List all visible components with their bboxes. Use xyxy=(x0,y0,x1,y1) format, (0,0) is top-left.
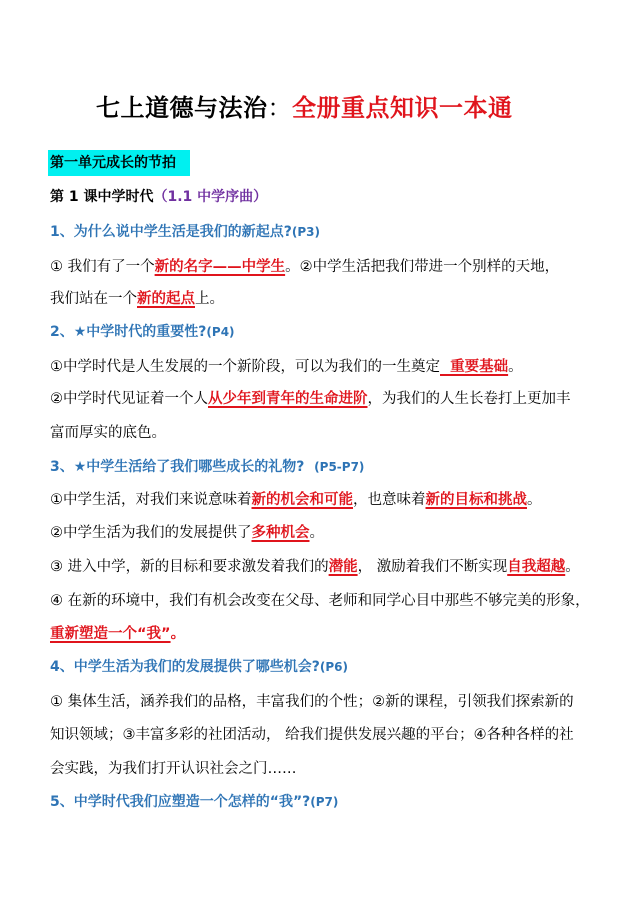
page-ref: (P5-P7) xyxy=(314,460,365,474)
text-run: ① 集体生活，涵养我们的品格，丰富我们的个性；②新的课程，引领我们探索新的 xyxy=(50,694,574,710)
text-run: ③ 进入中学，新的目标和要求激发着我们的 xyxy=(50,559,329,575)
lesson-heading xyxy=(50,186,267,206)
key-point: 重要基础 xyxy=(440,359,509,375)
question-5 xyxy=(50,791,338,811)
lesson-sub: （1.1 中学序曲） xyxy=(153,189,268,205)
text-run: 。 xyxy=(508,359,523,375)
answer-line xyxy=(50,421,596,442)
title-prefix: 七上道德与法治 xyxy=(96,94,268,122)
question-label: 1、为什么说中学生活是我们的新起点? xyxy=(50,224,292,240)
lesson-main: 第 1 课中学时代 xyxy=(50,189,154,205)
answer-line xyxy=(50,488,596,509)
key-point: 新的起点 xyxy=(137,291,195,307)
answer-line xyxy=(50,690,596,711)
key-point: 自我超越 xyxy=(507,559,566,575)
page-ref: (P7) xyxy=(310,795,339,809)
unit-heading: 第一单元成长的节拍 xyxy=(48,150,190,176)
answer-line xyxy=(50,355,596,376)
question-3 xyxy=(50,456,364,476)
text-run: 富而厚实的底色。 xyxy=(50,425,166,441)
text-run: ，也意味着 xyxy=(353,492,426,508)
key-point: 多种机会 xyxy=(251,525,310,541)
title-highlight: 全册重点知识一本通 xyxy=(292,94,513,122)
answer-line xyxy=(50,387,596,408)
answer-line xyxy=(50,555,596,576)
key-point: 潜能 xyxy=(328,559,358,575)
question-label: 5、中学时代我们应塑造一个怎样的“我”? xyxy=(50,794,311,810)
answer-line xyxy=(50,287,596,308)
text-run: ①中学生活，对我们来说意味着 xyxy=(50,492,252,508)
key-point: 新的机会和可能 xyxy=(251,492,353,508)
text-run: ，为我们的人生长卷打上更加丰 xyxy=(367,391,571,407)
page-ref: (P3) xyxy=(291,225,320,239)
question-label: 3、★中学生活给了我们哪些成长的礼物? xyxy=(50,459,305,475)
page-ref: (P6) xyxy=(319,660,348,674)
question-1 xyxy=(50,221,320,241)
text-run: ④ 在新的环境中，我们有机会改变在父母、老师和同学心目中那些不够完美的形象， xyxy=(50,593,590,609)
answer-line xyxy=(50,255,596,276)
question-label: 2、★中学时代的重要性? xyxy=(50,324,207,340)
key-point: 重新塑造一个“我” xyxy=(50,626,171,642)
question-4 xyxy=(50,656,348,676)
text-run: 我们站在一个 xyxy=(50,291,137,307)
text-run: 。②中学生活把我们带进一个别样的天地， xyxy=(285,259,560,275)
text-run: 。 xyxy=(527,492,542,508)
text-run: ①中学时代是人生发展的一个新阶段，可以为我们的一生奠定 xyxy=(50,359,440,375)
text-run: 。 xyxy=(170,626,186,642)
key-point: 新的目标和挑战 xyxy=(425,492,527,508)
answer-line xyxy=(50,723,596,744)
text-run: 知识领域；③丰富多彩的社团活动， 给我们提供发展兴趣的平台；④各种各样的社 xyxy=(50,727,574,743)
text-run: 上。 xyxy=(195,291,224,307)
question-2 xyxy=(50,321,235,341)
answer-line xyxy=(50,622,596,643)
answer-line xyxy=(50,757,596,778)
answer-line xyxy=(50,589,596,610)
text-run: ， 激励着我们不断实现 xyxy=(357,559,508,575)
answer-line xyxy=(50,521,596,542)
text-run: 会实践，为我们打开认识社会之门…… xyxy=(50,761,297,777)
question-label: 4、中学生活为我们的发展提供了哪些机会? xyxy=(50,659,320,675)
text-run: ②中学生活为我们的发展提供了 xyxy=(50,525,252,541)
text-run: 。 xyxy=(565,559,580,575)
text-run: ②中学时代见证着一个人 xyxy=(50,391,208,407)
page-ref: (P4) xyxy=(206,325,235,339)
key-point: 从少年到青年的生命进阶 xyxy=(208,391,368,407)
text-run: 。 xyxy=(309,525,324,541)
key-point: 新的名字——中学生 xyxy=(154,259,286,275)
title-colon: ： xyxy=(267,94,292,122)
text-run: ① 我们有了一个 xyxy=(50,259,155,275)
page-title xyxy=(96,88,513,123)
